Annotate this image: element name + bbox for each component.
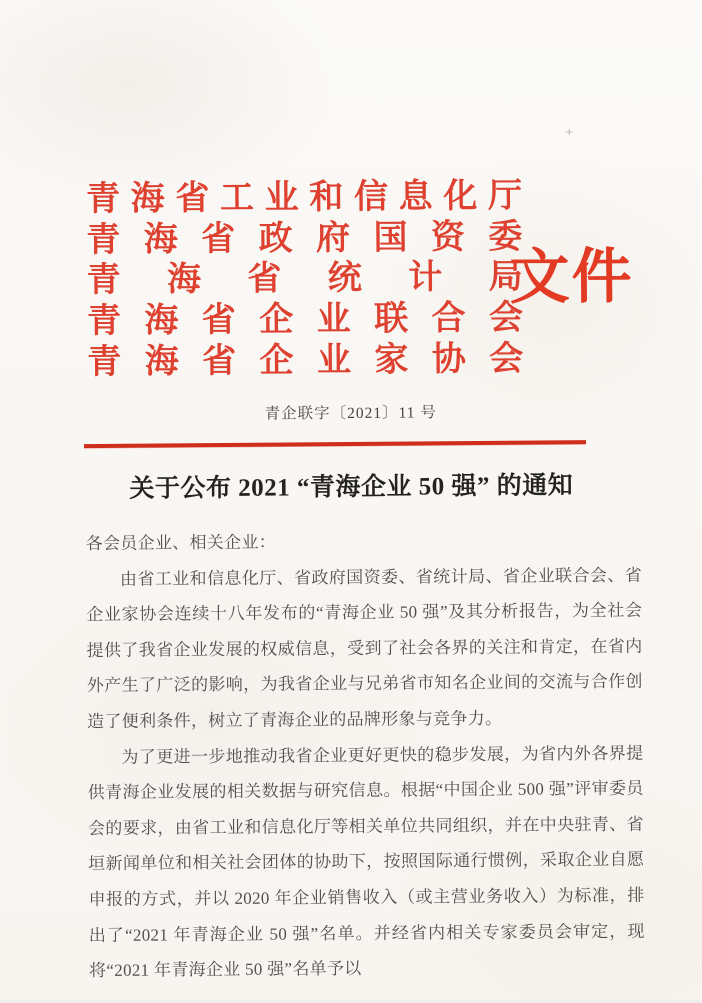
agency-name-line: 青海省工业和信息化厅 — [85, 177, 523, 219]
document-type-label: 文件 — [509, 243, 634, 311]
salutation-line: 各会员企业、相关企业： — [85, 532, 277, 554]
agency-name-line: 青海省企业家协会 — [87, 340, 524, 381]
red-divider-line — [84, 440, 586, 448]
document-body — [86, 522, 646, 989]
body-paragraph: 为了更进一步地推动我省企业更好更快的稳步发展，为省内外各界提供青海企业发展的相关数据与研究信息。根据“中国企业 500 强”评审委员会的要求，由省工业和信息化厅等相关单位共同组织，并在中央驻青、省垣新闻单位和相关社会团体的协助下，按照国际通行惯例，采取企业自愿申报的方式，并以 2020 年企业销售收入（或主营业务收入）为标准，排出了“2021 年青海企业 50 强”名单。并经省内相关专家委员会审定，现将“2021 年青海企业 50 强”名单予以 — [87, 743, 645, 981]
document-reference-number: 青企联字〔2021〕11 号 — [264, 404, 437, 423]
agency-name-line: 青海省统计局 — [86, 259, 523, 300]
agency-name-line: 青海省企业联合会 — [86, 299, 524, 341]
print-registration-mark: + — [565, 127, 574, 138]
body-paragraph: 由省工业和信息化厅、省政府国资委、省统计局、省企业联合会、省企业家协会连续十八年发布的“青海企业 50 强”及其分析报告，为全社会提供了我省企业发展的权威信息，受到了社会各界的关注和肯定，在省内外产生了广泛的影响，为我省企业与兄弟省市知名企业间的交流与合作创造了便利条件，树立了青海企业的品牌形象与竞争力。 — [86, 565, 643, 732]
document-title: 关于公布 2021 “青海企业 50 强” 的通知 — [129, 472, 574, 503]
letterhead-issuing-agencies — [86, 177, 524, 384]
agency-name-line: 青海省政府国资委 — [86, 218, 523, 259]
